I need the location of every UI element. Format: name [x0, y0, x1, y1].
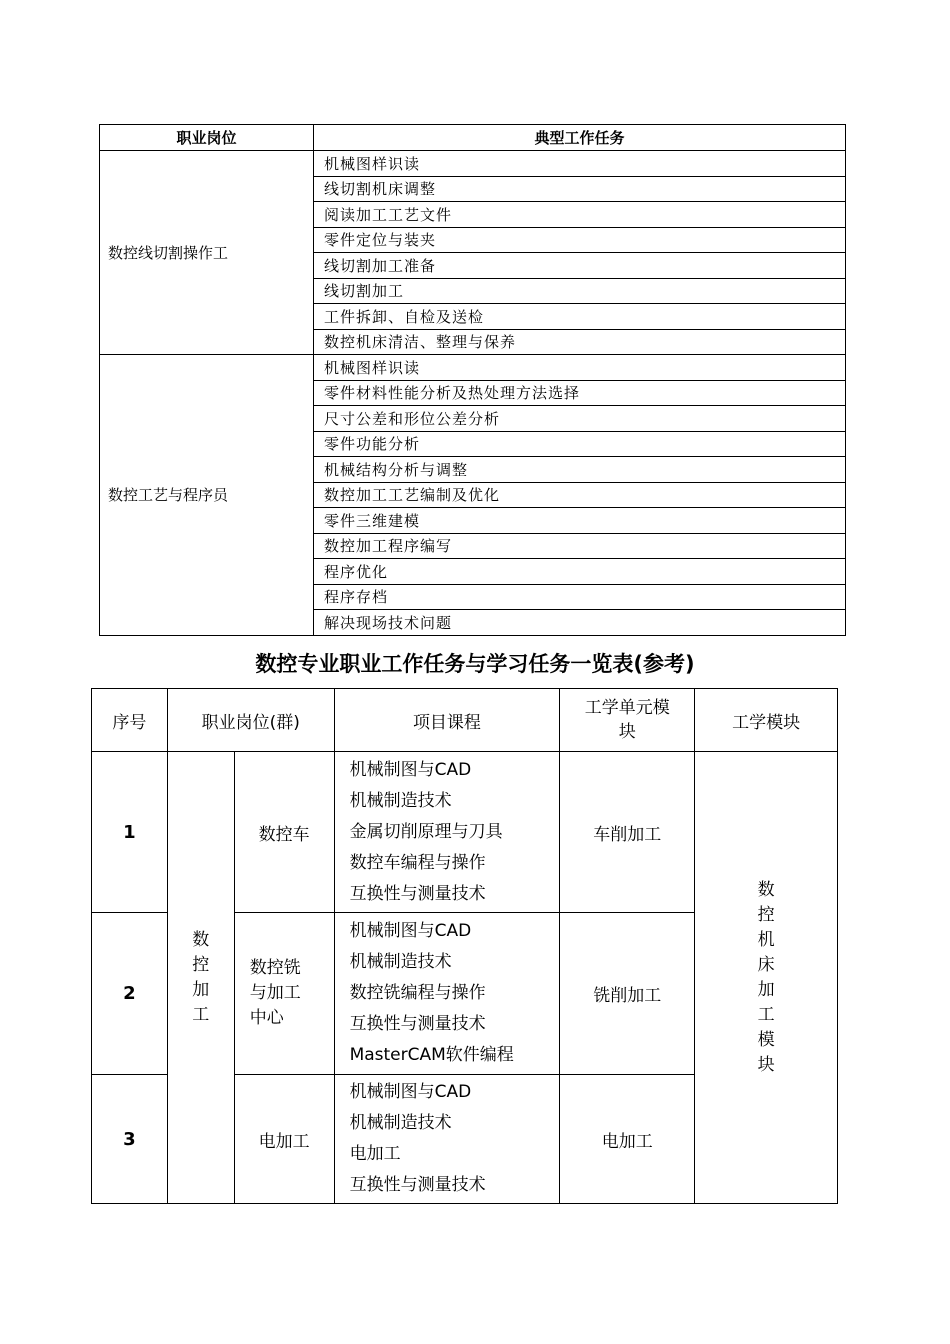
header-course: 项目课程: [334, 689, 560, 752]
task-cell: 线切割加工准备: [314, 253, 846, 279]
row-number: 2: [92, 913, 168, 1075]
module-label-char: 加: [757, 979, 775, 1000]
task-cell: 机械图样识读: [314, 151, 846, 177]
job-position-cell: 数控线切割操作工: [100, 151, 314, 355]
job-task-table: [99, 124, 846, 636]
task-cell: 零件功能分析: [314, 431, 846, 457]
course-cell: [334, 1075, 560, 1204]
task-cell: 工件拆卸、自检及送检: [314, 304, 846, 330]
sub-position-line: 与加工: [249, 983, 301, 1003]
table-row: [100, 355, 846, 381]
group-label-char: 控: [192, 954, 210, 975]
module-label-char: 块: [757, 1054, 775, 1075]
task-cell: 尺寸公差和形位公差分析: [314, 406, 846, 432]
course-item: 机械制造技术: [349, 790, 452, 811]
job-position-cell: 数控工艺与程序员: [100, 355, 314, 636]
task-cell: 数控加工工艺编制及优化: [314, 482, 846, 508]
sub-position-cell: [234, 1075, 334, 1204]
module-label-char: 控: [757, 904, 775, 925]
row-number: 3: [92, 1075, 168, 1204]
task-cell: 程序存档: [314, 584, 846, 610]
course-item: 数控铣编程与操作: [349, 983, 486, 1003]
task-cell: 机械图样识读: [314, 355, 846, 381]
course-item: 互换性与测量技术: [349, 1175, 486, 1195]
course-item: 机械制图与CAD: [349, 921, 472, 941]
course-cell: [334, 913, 560, 1075]
module-cell: [695, 752, 838, 1204]
header-seq: 序号: [92, 689, 168, 752]
header-module: 工学模块: [695, 689, 838, 752]
sub-position-cell: [234, 752, 334, 913]
course-item: 金属切削原理与刀具: [349, 821, 503, 842]
task-cell: 程序优化: [314, 559, 846, 585]
task-cell: 数控加工程序编写: [314, 533, 846, 559]
module-label-char: 床: [757, 954, 775, 975]
task-cell: 零件三维建模: [314, 508, 846, 534]
task-cell: 线切割加工: [314, 278, 846, 304]
sub-position-line: 电加工: [258, 1131, 310, 1152]
module-label-char: 模: [757, 1029, 775, 1050]
task-cell: 阅读加工工艺文件: [314, 202, 846, 228]
module-label-char: 机: [757, 929, 775, 950]
course-item: 机械制图与CAD: [349, 759, 472, 780]
course-item: 互换性与测量技术: [349, 1014, 486, 1034]
task-cell: 解决现场技术问题: [314, 610, 846, 636]
table-row: [100, 151, 846, 177]
curriculum-table: [91, 688, 838, 1204]
course-item: 互换性与测量技术: [349, 883, 486, 904]
header-job-group: 职业岗位(群): [167, 689, 334, 752]
table-row: [92, 752, 838, 913]
table2-title: 数控专业职业工作任务与学习任务一览表(参考): [255, 652, 695, 676]
module-label-char: 工: [757, 1004, 775, 1025]
row-number: 1: [92, 752, 168, 913]
task-cell: 线切割机床调整: [314, 176, 846, 202]
unit-module-cell: 电加工: [560, 1075, 695, 1204]
group-label-char: 加: [192, 979, 210, 1000]
course-item: 机械制造技术: [349, 952, 452, 972]
task-cell: 零件材料性能分析及热处理方法选择: [314, 380, 846, 406]
course-item: 机械制图与CAD: [349, 1082, 472, 1102]
course-item: 机械制造技术: [349, 1113, 452, 1133]
group-label-char: 数: [192, 929, 210, 950]
header-typical-tasks: 典型工作任务: [314, 125, 846, 151]
header-unit-module: 工学单元模块: [560, 689, 695, 752]
course-item: MasterCAM软件编程: [349, 1045, 514, 1065]
job-group-cell: [167, 752, 234, 1204]
sub-position-cell: [234, 913, 334, 1075]
group-label-char: 工: [192, 1004, 210, 1025]
task-cell: 零件定位与装夹: [314, 227, 846, 253]
table-header-row: [92, 689, 838, 752]
sub-position-line: 数控铣: [249, 958, 301, 978]
course-cell: [334, 752, 560, 913]
header-job-position: 职业岗位: [100, 125, 314, 151]
course-item: 数控车编程与操作: [349, 852, 486, 873]
sub-position-line: 中心: [249, 1008, 284, 1028]
unit-module-cell: 车削加工: [560, 752, 695, 913]
unit-module-cell: 铣削加工: [560, 913, 695, 1075]
task-cell: 数控机床清洁、整理与保养: [314, 329, 846, 355]
table-header-row: [100, 125, 846, 151]
course-item: 电加工: [349, 1144, 401, 1164]
task-cell: 机械结构分析与调整: [314, 457, 846, 483]
sub-position-line: 数控车: [258, 824, 310, 845]
module-label-char: 数: [757, 879, 775, 900]
